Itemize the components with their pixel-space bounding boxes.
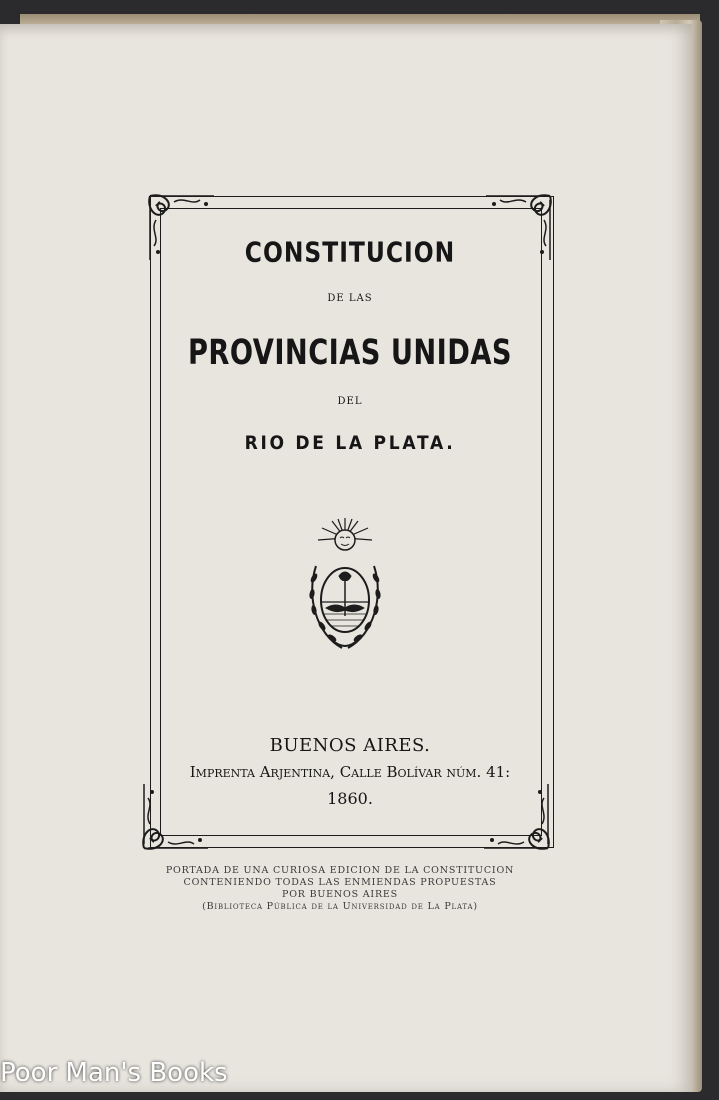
imprint-year: 1860. bbox=[327, 789, 373, 808]
title-connector-del: DEL bbox=[337, 396, 363, 407]
title-region: RIO DE LA PLATA. bbox=[244, 432, 456, 454]
title-connector-de-las: DE LAS bbox=[327, 293, 373, 304]
caption-source: (Biblioteca Pública de la Universidad de La Plata) bbox=[202, 901, 478, 912]
caption-line: CONTENIENDO TODAS LAS ENMIENDAS PROPUESTAS bbox=[183, 877, 497, 888]
document-title: CONSTITUCION bbox=[244, 237, 456, 269]
coat-of-arms-icon bbox=[302, 516, 388, 656]
watermark: Poor Man's Books bbox=[0, 1058, 228, 1088]
imprint-city: BUENOS AIRES. bbox=[269, 735, 431, 756]
caption-line: POR BUENOS AIRES bbox=[282, 889, 398, 900]
imprint-printer: Imprenta Arjentina, Calle Bolívar núm. 41: bbox=[189, 763, 511, 781]
title-subject: PROVINCIAS UNIDAS bbox=[187, 332, 513, 374]
caption-line: PORTADA DE UNA CURIOSA EDICION DE LA CONSTITUCION bbox=[165, 865, 515, 876]
